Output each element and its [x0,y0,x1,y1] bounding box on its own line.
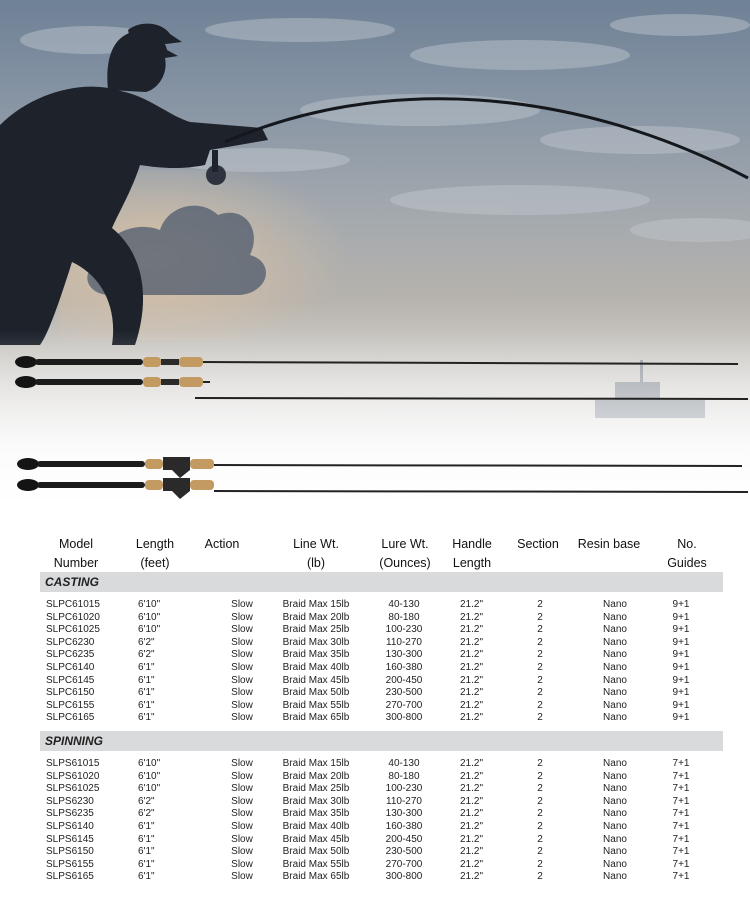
cell-section: 2 [537,699,543,711]
cell-guides: 7+1 [672,846,690,858]
table-row [40,871,723,884]
cell-line-weight: Braid Max 55lb [282,699,350,711]
cell-model-number: SLPS61025 [46,783,100,795]
cell-resin-base: Nano [603,871,627,883]
cell-lure-weight: 200-450 [385,674,423,686]
cell-section: 2 [537,649,543,661]
cell-handle-length: 21.2" [460,846,484,858]
cell-section: 2 [537,833,543,845]
cell-guides: 9+1 [672,599,690,610]
table-row [40,637,723,650]
cell-guides: 9+1 [672,712,690,724]
cell-action: Slow [231,783,253,795]
table-row [40,649,723,662]
cell-length: 6'1" [138,699,155,711]
cell-section: 2 [537,662,543,673]
table-row [40,624,723,637]
header-action [197,535,247,554]
cell-action: Slow [231,833,253,845]
cell-action: Slow [231,858,253,870]
cell-guides: 9+1 [672,674,690,686]
cell-resin-base: Nano [603,649,627,661]
cell-resin-base: Nano [603,808,627,820]
cell-length: 6'1" [138,712,155,724]
cell-length: 6'2" [138,808,155,820]
cell-resin-base: Nano [603,636,627,648]
cell-line-weight: Braid Max 35lb [282,649,350,661]
cell-line-weight: Braid Max 45lb [282,674,350,686]
cell-handle-length: 21.2" [460,636,484,648]
cell-section: 2 [537,821,543,832]
cell-line-weight: Braid Max 20lb [282,611,350,623]
cell-handle-length: 21.2" [460,624,484,636]
cell-lure-weight: 100-230 [385,783,423,795]
cell-guides: 9+1 [672,699,690,711]
section-title: SPINNING [45,734,104,748]
cell-section: 2 [537,636,543,648]
header-line: Length [452,556,492,570]
cell-handle-length: 21.2" [460,770,484,782]
cell-length: 6'10" [138,611,161,623]
cell-length: 6'2" [138,649,155,661]
cell-model-number: SLPS61015 [46,758,100,769]
cell-lure-weight: 130-300 [385,649,423,661]
cell-model-number: SLPC6235 [46,649,95,661]
table-row [40,821,723,834]
table-row [40,599,723,612]
cell-lure-weight: 230-500 [385,846,423,858]
cell-action: Slow [231,611,253,623]
cell-guides: 7+1 [672,795,690,807]
cell-line-weight: Braid Max 30lb [282,636,350,648]
cell-resin-base: Nano [603,662,627,673]
cell-section: 2 [537,611,543,623]
cell-guides: 9+1 [672,611,690,623]
cell-guides: 9+1 [672,649,690,661]
header-lure-weight [370,535,440,573]
cell-resin-base: Nano [603,833,627,845]
cell-resin-base: Nano [603,611,627,623]
header-length [130,535,180,573]
cell-section: 2 [537,758,543,769]
cell-handle-length: 21.2" [460,758,484,769]
table-row [40,796,723,809]
cell-resin-base: Nano [603,770,627,782]
cell-resin-base: Nano [603,624,627,636]
table-row [40,612,723,625]
cell-guides: 7+1 [672,833,690,845]
cell-length: 6'10" [138,758,161,769]
header-no-guides [661,535,713,573]
cell-length: 6'10" [138,770,161,782]
cell-lure-weight: 130-300 [385,808,423,820]
table-row [40,712,723,725]
cell-section: 2 [537,846,543,858]
cell-section: 2 [537,770,543,782]
cell-action: Slow [231,662,253,673]
cell-line-weight: Braid Max 15lb [282,758,350,769]
cell-lure-weight: 110-270 [386,636,422,648]
header-model-number [46,535,106,573]
table-row [40,834,723,847]
cell-lure-weight: 80-180 [388,770,420,782]
cell-handle-length: 21.2" [460,821,484,832]
cell-line-weight: Braid Max 65lb [282,871,350,883]
cell-line-weight: Braid Max 25lb [282,783,350,795]
cell-model-number: SLPS6150 [46,846,94,858]
cell-guides: 9+1 [672,662,690,673]
cell-model-number: SLPS6140 [46,821,94,832]
cell-model-number: SLPC6150 [46,687,95,699]
cell-handle-length: 21.2" [460,808,484,820]
cell-model-number: SLPS6235 [46,808,94,820]
header-resin-base [573,535,645,554]
header-line: (Ounces) [379,556,431,570]
cell-handle-length: 21.2" [460,858,484,870]
table-row [40,662,723,675]
header-line: Action [204,537,240,551]
cell-model-number: SLPC61020 [46,611,100,623]
cell-section: 2 [537,712,543,724]
cell-lure-weight: 40-130 [388,758,420,769]
cell-lure-weight: 270-700 [385,858,423,870]
cell-action: Slow [231,795,253,807]
cell-model-number: SLPC6230 [46,636,95,648]
cell-resin-base: Nano [603,699,627,711]
cell-lure-weight: 80-180 [388,611,420,623]
cell-handle-length: 21.2" [460,687,484,699]
cell-length: 6'1" [138,858,155,870]
cell-action: Slow [231,758,253,769]
header-handle-length [445,535,499,573]
cell-resin-base: Nano [603,712,627,724]
header-line: Guides [667,556,707,570]
cell-length: 6'1" [138,662,155,673]
cell-handle-length: 21.2" [460,833,484,845]
cell-model-number: SLPC6165 [46,712,95,724]
table-row [40,771,723,784]
cell-model-number: SLPS6165 [46,871,94,883]
cell-line-weight: Braid Max 40lb [282,821,350,832]
cell-section: 2 [537,808,543,820]
cell-section: 2 [537,871,543,883]
cell-lure-weight: 300-800 [385,712,423,724]
cell-line-weight: Braid Max 20lb [282,770,350,782]
cell-action: Slow [231,699,253,711]
table-row [40,675,723,688]
cell-section: 2 [537,858,543,870]
cell-resin-base: Nano [603,858,627,870]
cell-line-weight: Braid Max 65lb [282,712,350,724]
header-line: (lb) [306,556,326,570]
cell-line-weight: Braid Max 50lb [282,846,350,858]
cell-handle-length: 21.2" [460,649,484,661]
cell-resin-base: Nano [603,821,627,832]
cell-section: 2 [537,599,543,610]
table-row [40,758,723,771]
cell-model-number: SLPC6140 [46,662,95,673]
cell-section: 2 [537,795,543,807]
cell-lure-weight: 160-380 [385,662,423,673]
cell-section: 2 [537,687,543,699]
table-row [40,783,723,796]
cell-guides: 7+1 [672,770,690,782]
cell-model-number: SLPS6145 [46,833,94,845]
cell-action: Slow [231,599,253,610]
cell-handle-length: 21.2" [460,674,484,686]
cell-length: 6'1" [138,846,155,858]
cell-length: 6'1" [138,674,155,686]
cell-section: 2 [537,783,543,795]
cell-resin-base: Nano [603,687,627,699]
cell-lure-weight: 270-700 [385,699,423,711]
cell-action: Slow [231,846,253,858]
cell-action: Slow [231,821,253,832]
cell-guides: 7+1 [672,858,690,870]
table-row [40,687,723,700]
cell-lure-weight: 40-130 [388,599,420,610]
cell-resin-base: Nano [603,758,627,769]
cell-resin-base: Nano [603,599,627,610]
cell-action: Slow [231,871,253,883]
cell-length: 6'2" [138,636,155,648]
cell-model-number: SLPC61025 [46,624,100,636]
cell-line-weight: Braid Max 30lb [282,795,350,807]
cell-action: Slow [231,808,253,820]
header-line: Lure Wt. [381,537,429,551]
cell-length: 6'10" [138,599,161,610]
section-band [40,731,723,751]
cell-action: Slow [231,687,253,699]
cell-guides: 7+1 [672,808,690,820]
table-row [40,700,723,713]
cell-handle-length: 21.2" [460,599,484,610]
cell-section: 2 [537,674,543,686]
cell-resin-base: Nano [603,795,627,807]
header-line: Number [53,556,99,570]
cell-model-number: SLPC6145 [46,674,95,686]
cell-action: Slow [231,649,253,661]
header-line: No. [677,537,697,551]
cell-length: 6'10" [138,783,161,795]
cell-line-weight: Braid Max 40lb [282,662,350,673]
cell-line-weight: Braid Max 15lb [282,599,350,610]
header-line: Model [58,537,94,551]
cell-model-number: SLPC6155 [46,699,95,711]
cell-length: 6'1" [138,833,155,845]
cell-guides: 7+1 [672,758,690,769]
cell-section: 2 [537,624,543,636]
cell-handle-length: 21.2" [460,611,484,623]
cell-resin-base: Nano [603,674,627,686]
table-row [40,808,723,821]
cell-length: 6'10" [138,624,161,636]
cell-resin-base: Nano [603,846,627,858]
cell-model-number: SLPS6230 [46,795,94,807]
cell-handle-length: 21.2" [460,662,484,673]
header-line: Length [135,537,175,551]
cell-line-weight: Braid Max 45lb [282,833,350,845]
cell-action: Slow [231,636,253,648]
header-line: Handle [452,537,492,551]
cell-handle-length: 21.2" [460,795,484,807]
cell-length: 6'1" [138,871,155,883]
cell-line-weight: Braid Max 50lb [282,687,350,699]
cell-handle-length: 21.2" [460,871,484,883]
cell-guides: 7+1 [672,783,690,795]
cell-guides: 9+1 [672,636,690,648]
header-line: (feet) [140,556,170,570]
cell-lure-weight: 110-270 [386,795,422,807]
section-band [40,572,723,592]
cell-model-number: SLPS6155 [46,858,94,870]
cell-line-weight: Braid Max 55lb [282,858,350,870]
cell-guides: 9+1 [672,687,690,699]
cell-model-number: SLPC61015 [46,599,100,610]
cell-guides: 7+1 [672,871,690,883]
cell-lure-weight: 200-450 [385,833,423,845]
cell-guides: 7+1 [672,821,690,832]
cell-length: 6'1" [138,821,155,832]
cell-length: 6'2" [138,795,155,807]
cell-handle-length: 21.2" [460,699,484,711]
section-title: CASTING [45,575,99,589]
cell-lure-weight: 160-380 [385,821,423,832]
cell-action: Slow [231,712,253,724]
cell-action: Slow [231,770,253,782]
cell-line-weight: Braid Max 25lb [282,624,350,636]
cell-resin-base: Nano [603,783,627,795]
header-line: Resin base [577,537,641,551]
table-row [40,846,723,859]
cell-length: 6'1" [138,687,155,699]
cell-model-number: SLPS61020 [46,770,100,782]
cell-lure-weight: 300-800 [385,871,423,883]
cell-guides: 9+1 [672,624,690,636]
cell-lure-weight: 100-230 [385,624,423,636]
header-line: Line Wt. [293,537,339,551]
header-line-weight [266,535,366,573]
cell-handle-length: 21.2" [460,783,484,795]
table-row [40,859,723,872]
cell-action: Slow [231,624,253,636]
header-section [510,535,566,554]
header-line: Section [517,537,559,551]
cell-line-weight: Braid Max 35lb [282,808,350,820]
cell-handle-length: 21.2" [460,712,484,724]
cell-lure-weight: 230-500 [385,687,423,699]
cell-action: Slow [231,674,253,686]
